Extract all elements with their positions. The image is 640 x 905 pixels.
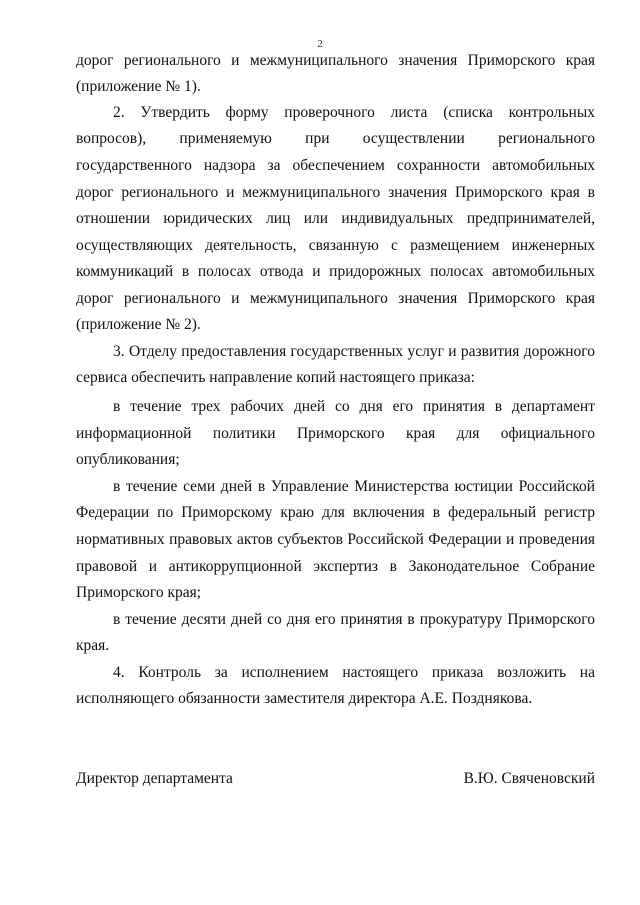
text-line: вопросов), применяемую при осуществлении регионального bbox=[76, 130, 595, 147]
text-line: 4. Контроль за исполнением настоящего приказа возложить на bbox=[113, 664, 595, 681]
text-line: отношении юридических лиц или индивидуальных предпринимателей, bbox=[76, 210, 595, 227]
text-line: Федерации по Приморскому краю для включения в федеральный регистр bbox=[76, 504, 595, 521]
signature-name: В.Ю. Свяченовский bbox=[463, 770, 595, 787]
signature-title: Директор департамента bbox=[76, 770, 233, 787]
text-line: правовой и антикоррупционной экспертиз в Законодательное Собрание bbox=[76, 558, 595, 575]
page-number: 2 bbox=[317, 38, 323, 50]
text-line: коммуникаций в полосах отвода и придорожных полосах автомобильных bbox=[76, 263, 595, 280]
text-line: осуществляющих деятельность, связанную с размещением инженерных bbox=[76, 237, 595, 254]
text-line: дорог регионального и межмуниципального значения Приморского края bbox=[76, 290, 595, 307]
text-line: нормативных правовых актов субъектов Российской Федерации и проведения bbox=[76, 531, 595, 548]
text-line: (приложение № 2). bbox=[76, 316, 201, 333]
text-line: в течение семи дней в Управление Министерства юстиции Российской bbox=[113, 478, 595, 495]
text-line: дорог регионального и межмуниципального значения Приморского края в bbox=[76, 184, 595, 201]
text-line: исполняющего обязанности заместителя директора А.Е. Позднякова. bbox=[76, 690, 533, 707]
text-line: опубликования; bbox=[76, 451, 180, 468]
text-line: информационной политики Приморского края для официального bbox=[76, 425, 595, 442]
text-line: края. bbox=[76, 637, 110, 654]
text-line: Приморского края; bbox=[76, 584, 202, 601]
text-line: 2. Утвердить форму проверочного листа (списка контрольных bbox=[113, 104, 595, 121]
text-line: дорог регионального и межмуниципального значения Приморского края bbox=[76, 52, 595, 69]
text-line: государственного надзора за обеспечением сохранности автомобильных bbox=[76, 157, 595, 174]
text-line: в течение трех рабочих дней со дня его принятия в департамент bbox=[113, 398, 595, 415]
text-line: (приложение № 1). bbox=[76, 78, 201, 95]
text-line: 3. Отделу предоставления государственных услуг и развития дорожного bbox=[113, 343, 595, 360]
text-line: сервиса обеспечить направление копий настоящего приказа: bbox=[76, 369, 475, 386]
text-line: в течение десяти дней со дня его принятия в прокуратуру Приморского bbox=[113, 611, 595, 628]
